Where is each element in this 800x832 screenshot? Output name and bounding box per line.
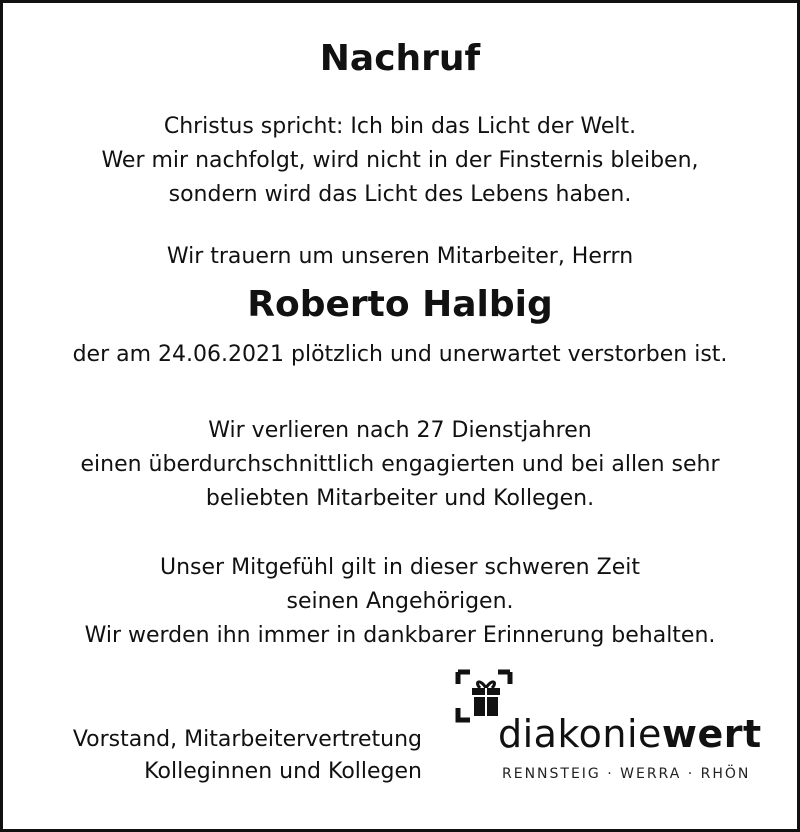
signers: [73, 724, 422, 788]
quote-line: Christus spricht: Ich bin das Licht der Welt.: [163, 114, 637, 139]
mourning-intro: Wir trauern um unseren Mitarbeiter, Herrn: [166, 244, 634, 269]
obituary-title: Nachruf: [319, 38, 481, 79]
logo-word-light: diakonie: [498, 712, 662, 756]
signer-line: Vorstand, Mitarbeitervertretung: [72, 727, 422, 752]
tenure-line: einen überdurchschnittlich engagierten und bei allen sehr: [80, 452, 720, 477]
bible-quote: [0, 110, 800, 212]
tenure-line: beliebten Mitarbeiter und Kollegen.: [205, 486, 595, 511]
quote-line: Wer mir nachfolgt, wird nicht in der Finsternis bleiben,: [101, 148, 699, 173]
condolence-line: seinen Angehörigen.: [286, 589, 514, 614]
tenure-line: Wir verlieren nach 27 Dienstjahren: [208, 418, 592, 443]
signer-line: Kolleginnen und Kollegen: [144, 759, 422, 784]
condolence-text: [0, 551, 800, 653]
condolence-line: Wir werden ihn immer in dankbarer Erinnerung behalten.: [84, 623, 716, 648]
logo-tagline: RENNSTEIG · WERRA · RHÖN: [502, 766, 751, 782]
deceased-name: Roberto Halbig: [247, 284, 553, 325]
tenure-text: [0, 414, 800, 516]
logo-word-bold: wert: [661, 712, 762, 756]
quote-line: sondern wird das Licht des Lebens haben.: [168, 182, 632, 207]
logo-wordmark: [498, 712, 762, 756]
condolence-line: Unser Mitgefühl gilt in dieser schweren Zeit: [160, 555, 640, 580]
death-statement: der am 24.06.2021 plötzlich und unerwartet verstorben ist.: [72, 342, 728, 367]
